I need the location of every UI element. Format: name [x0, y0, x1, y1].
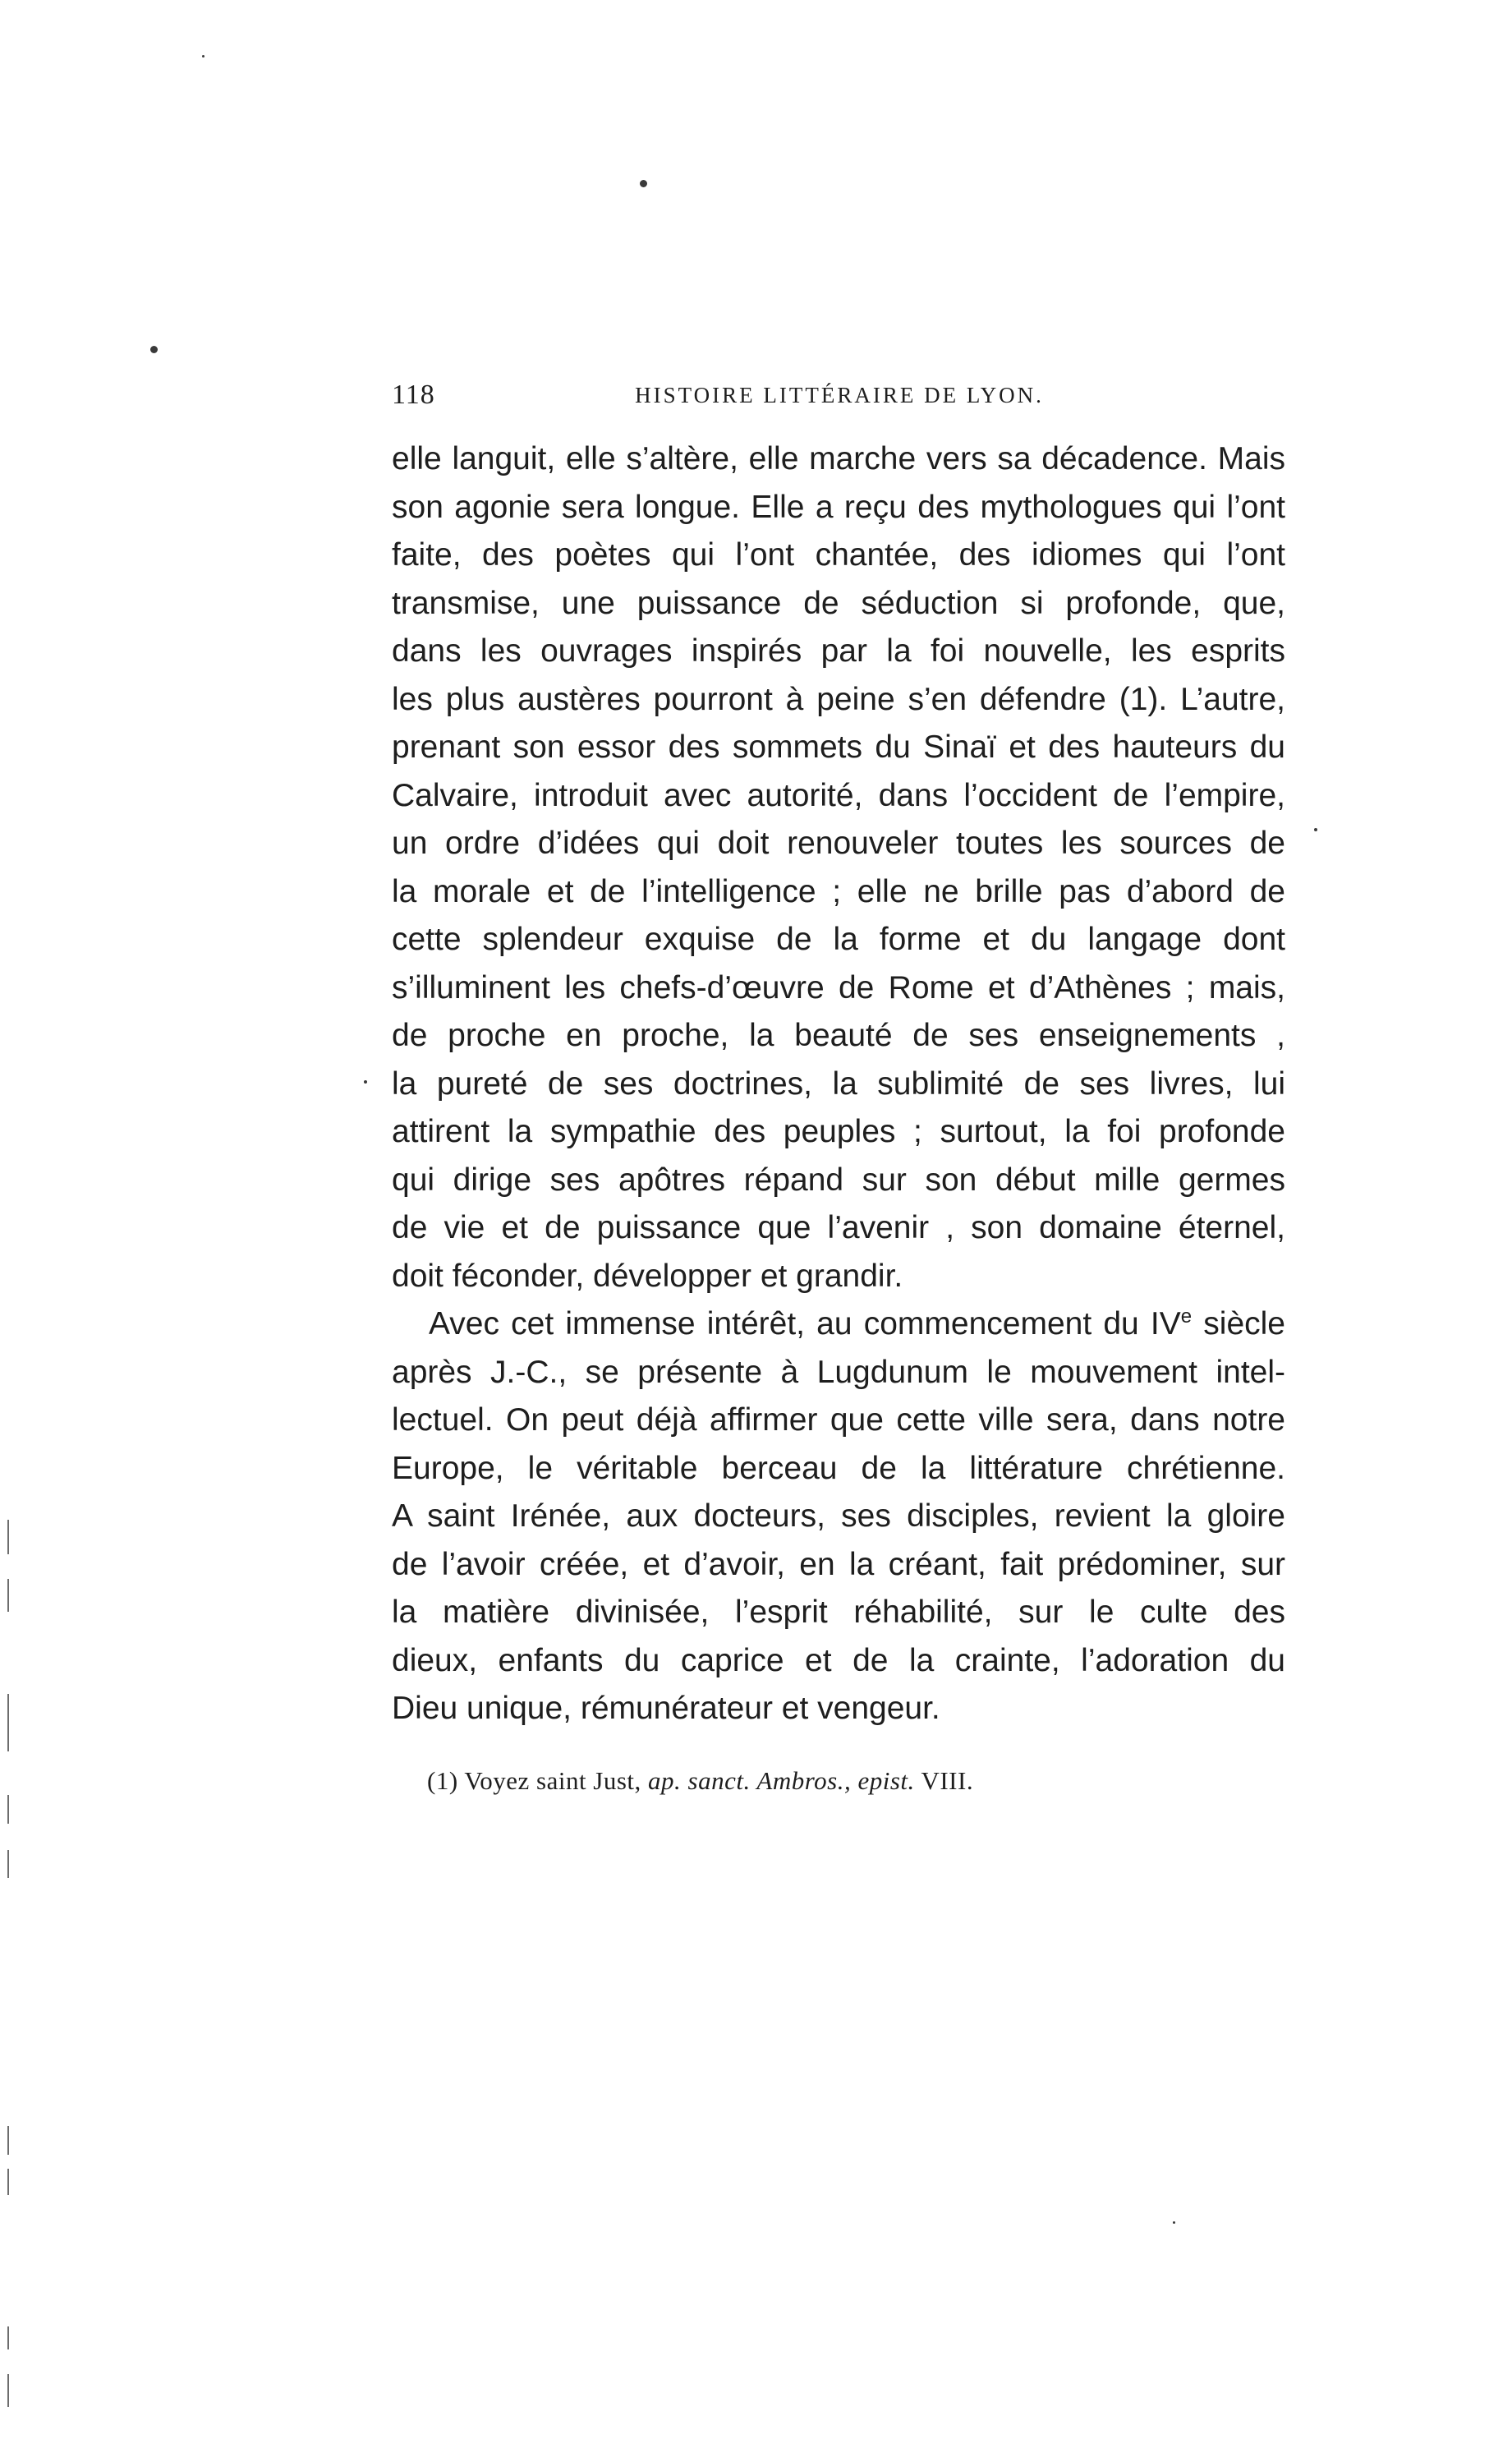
page-number: 118 [392, 380, 435, 410]
scan-edge-mark [7, 1694, 9, 1751]
scan-edge-mark [7, 1579, 9, 1612]
footnote-marker: (1) [427, 1766, 458, 1795]
ink-speck [1314, 828, 1317, 831]
text-line: qui dirige ses apôtres répand sur son début mille germes [392, 1162, 1285, 1198]
text-line: lectuel. On peut déjà affirmer que cette ville sera, dans notre [392, 1402, 1285, 1438]
text-line: la matière divinisée, l’esprit réhabilité, sur le culte des [392, 1595, 1285, 1630]
running-head [392, 380, 1287, 421]
ink-speck [150, 346, 158, 353]
text-line: prenant son essor des sommets du Sinaï et des hauteurs du [392, 729, 1285, 765]
scan-edge-mark [7, 1520, 9, 1554]
text-line: s’illuminent les chefs-d’œuvre de Rome et d’Athènes ; mais, [392, 969, 1285, 1006]
text-line: son agonie sera longue. Elle a reçu des mythologues qui l’ont [392, 489, 1285, 525]
text-line: Dieu unique, rémunérateur et vengeur. [392, 1691, 940, 1726]
text-line: la morale et de l’intelligence ; elle ne brille pas d’abord de [392, 873, 1285, 909]
text-line: Europe, le véritable berceau de la littérature chrétienne. [392, 1450, 1285, 1486]
text-line: attirent la sympathie des peuples ; surtout, la foi profonde [392, 1114, 1285, 1149]
text-line: les plus austères pourront à peine s’en défendre (1). L’autre, [392, 681, 1285, 717]
text-line: après J.-C., se présente à Lugdunum le mouvement intel- [392, 1354, 1285, 1390]
text-line: transmise, une puissance de séduction si profonde, que, [392, 585, 1285, 621]
scan-edge-mark [7, 2374, 9, 2407]
running-title: HISTOIRE LITTÉRAIRE DE LYON. [635, 383, 1044, 407]
text-line: cette splendeur exquise de la forme et du langage dont [392, 922, 1285, 957]
body-text [392, 435, 1285, 1733]
text-line: de vie et de puissance que l’avenir , son domaine éternel, [392, 1210, 1285, 1245]
paragraph-start-end: siècle [1192, 1306, 1285, 1341]
scan-edge-mark [7, 2126, 9, 2155]
text-line: faite, des poètes qui l’ont chantée, des idiomes qui l’ont [392, 537, 1285, 573]
ink-speck [640, 180, 647, 187]
text-line: Calvaire, introduit avec autorité, dans l’occident de l’empire, [392, 777, 1285, 813]
footnote-lead: Voyez saint Just, [457, 1766, 649, 1795]
text-line: A saint Irénée, aux docteurs, ses disciples, revient la gloire [392, 1498, 1285, 1534]
text-line: elle languit, elle s’altère, elle marche vers sa décadence. Mais [392, 441, 1285, 476]
text-line: de proche en proche, la beauté de ses enseignements , [392, 1018, 1285, 1053]
ink-speck [1173, 2221, 1175, 2224]
text-line: dieux, enfants du caprice et de la crainte, l’adoration du [392, 1642, 1285, 1678]
century-superscript: e [1180, 1305, 1193, 1328]
ink-speck [364, 1080, 367, 1084]
footnote-tail: VIII. [914, 1766, 974, 1795]
footnote-work: ap. sanct. Ambros., epist. [648, 1766, 915, 1795]
scan-edge-mark [7, 1850, 9, 1878]
footnote [427, 1766, 973, 1796]
scan-edge-mark [7, 2326, 9, 2349]
ink-speck [202, 55, 205, 58]
paragraph-start-text: Avec cet immense intérêt, au commencement du IV [429, 1306, 1181, 1341]
paragraph-first-line [392, 1300, 1285, 1349]
scan-edge-mark [7, 2169, 9, 2195]
text-line: doit féconder, développer et grandir. [392, 1258, 903, 1294]
text-line: dans les ouvrages inspirés par la foi nouvelle, les esprits [392, 633, 1285, 669]
text-line: de l’avoir créée, et d’avoir, en la créant, fait prédominer, sur [392, 1546, 1285, 1582]
scan-edge-mark [7, 1795, 9, 1824]
text-line: la pureté de ses doctrines, la sublimité de ses livres, lui [392, 1065, 1285, 1102]
text-line: un ordre d’idées qui doit renouveler toutes les sources de [392, 826, 1285, 861]
